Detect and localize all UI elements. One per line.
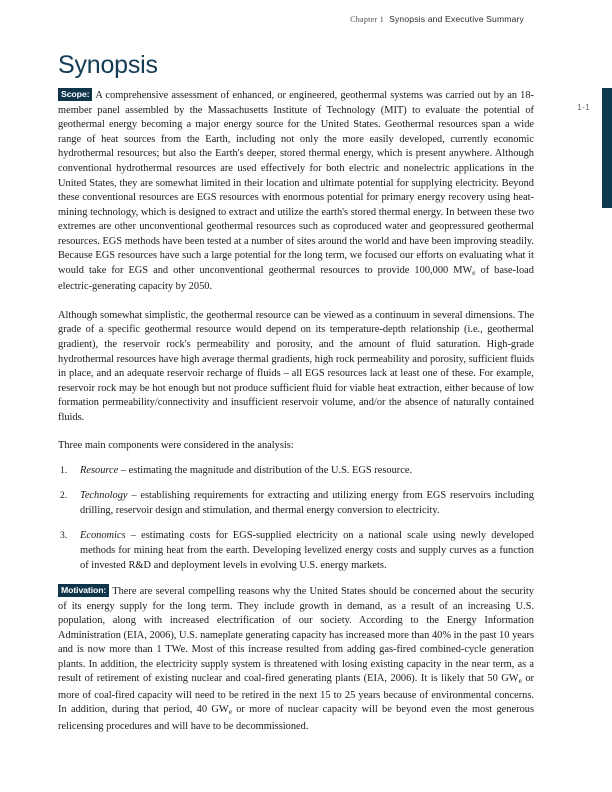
scope-paragraph (58, 88, 534, 295)
list-item-number: 3. (60, 530, 68, 542)
motivation-tag: Motivation: (58, 584, 109, 597)
components-intro: Three main components were considered in the analysis: (58, 440, 294, 452)
list-item-term: Resource (80, 464, 119, 476)
list-item (58, 489, 534, 518)
page-title: Synopsis (58, 51, 158, 79)
list-item-text: – estimating the magnitude and distribution of the U.S. EGS resource. (118, 464, 413, 476)
list-item-term: Economics (80, 530, 126, 542)
scope-subscript-e: e (472, 268, 476, 277)
running-header-chapter-title: Synopsis and Executive Summary (389, 14, 524, 24)
list-item (58, 464, 534, 479)
motivation-text-part-2: or more of coal-fired capacity will need to be retired in the next 15 to 25 years because of environmental concerns. In addition, during that period, 40 GW (58, 673, 534, 716)
list-item (58, 529, 534, 573)
page-number: 1-1 (577, 102, 590, 112)
list-item-term: Technology (80, 490, 128, 502)
motivation-text-part-3: or more of nuclear capacity will be beyond even the most generous relicensing procedures and will have to be decommissioned. (58, 704, 534, 733)
components-list (58, 464, 534, 573)
continuum-paragraph: Although somewhat simplistic, the geothermal resource can be viewed as a continuum in several dimensions. The grade of a specific geothermal resource would depend on its temperature-depth relationship (i.e., geothermal gradient), the reservoir rock's permeability and porosity, and the amount of fluid saturation. High-grade hydrothermal resources have high average thermal gradients, high rock permeability and porosity, sufficient fluids in place, and an adequate reservoir recharge of fluids – all EGS resources lack at least one of these. For example, reservoir rock may be hot enough but not produce sufficient fluid for viable heat extraction, either because of low formation permeability/connectivity and insufficient reservoir volume, and/or the absence of naturally contained fluids. (58, 309, 534, 423)
scope-text-part-1: A comprehensive assessment of enhanced, or engineered, geothermal systems was carried out by an 18-member panel assembled by the Massachusetts Institute of Technology (MIT) to evaluate the potential of geothermal energy becoming a major energy source for the United States. Geothermal resources span a wide range of heat sources from the Earth, including not only the more easily developed, currently economic hydrothermal resources; but also the Earth's deeper, stored thermal energy, which is present anywhere. Although conventional hydrothermal resources are used effectively for both electric and nonelectric applications in the United States, they are somewhat limited in their location and ultimate potential for supplying electricity. Beyond these conventional resources are EGS resources with enormous potential for primary energy recovery using heat-mining technology, which is designed to extract and utilize the earth's stored thermal energy. In between these two extremes are other unconventional geothermal resources such as coproduced water and geopressured geothermal resources. EGS methods have been tested at a number of sites around the world and have been improving steadily. Because EGS resources have such a large potential for the long term, we focused our efforts on evaluating what it would take for EGS and other unconventional geothermal resources to provide 100,000 MW (58, 90, 534, 276)
scope-tag: Scope: (58, 88, 92, 101)
chapter-thumb-tab (602, 88, 612, 208)
motivation-subscript-e-2: e (228, 708, 232, 717)
page-content (58, 52, 534, 749)
list-item-number: 2. (60, 490, 68, 502)
motivation-text-part-1: There are several compelling reasons why the United States should be concerned about the security of its energy supply for the long term. They include growth in demand, as a result of an increasing U.S. population, along with increased electrification of our society. According to the Energy Information Administration (EIA, 2006), U.S. nameplate generating capacity has increased more than 40% in the past 10 years and is now more than 1 TWe. Most of this increase resulted from adding gas-fired combined-cycle generation plants. In addition, the electricity supply system is threatened with losing existing capacity in the near term, as a result of retirement of existing nuclear and coal-fired generating plants (EIA, 2006). It is likely that 50 GW (58, 586, 534, 685)
scope-text-part-2: of base-load electric-generating capacity by 2050. (58, 264, 534, 293)
running-header (350, 14, 524, 24)
running-header-chapter-label: Chapter 1 (350, 15, 385, 24)
motivation-subscript-e-1: e (518, 677, 522, 686)
motivation-paragraph (58, 584, 534, 734)
list-item-text: – establishing requirements for extracting and utilizing energy from EGS reservoirs including drilling, reservoir design and stimulation, and thermal energy conversion to electricity. (80, 490, 534, 516)
list-item-text: – estimating costs for EGS-supplied electricity on a national scale using newly developed methods for mining heat from the earth. Developing levelized energy costs and supply curves as a function of invested R&D and deployment levels in evolving U.S. energy markets. (80, 530, 534, 571)
list-item-number: 1. (60, 464, 68, 476)
